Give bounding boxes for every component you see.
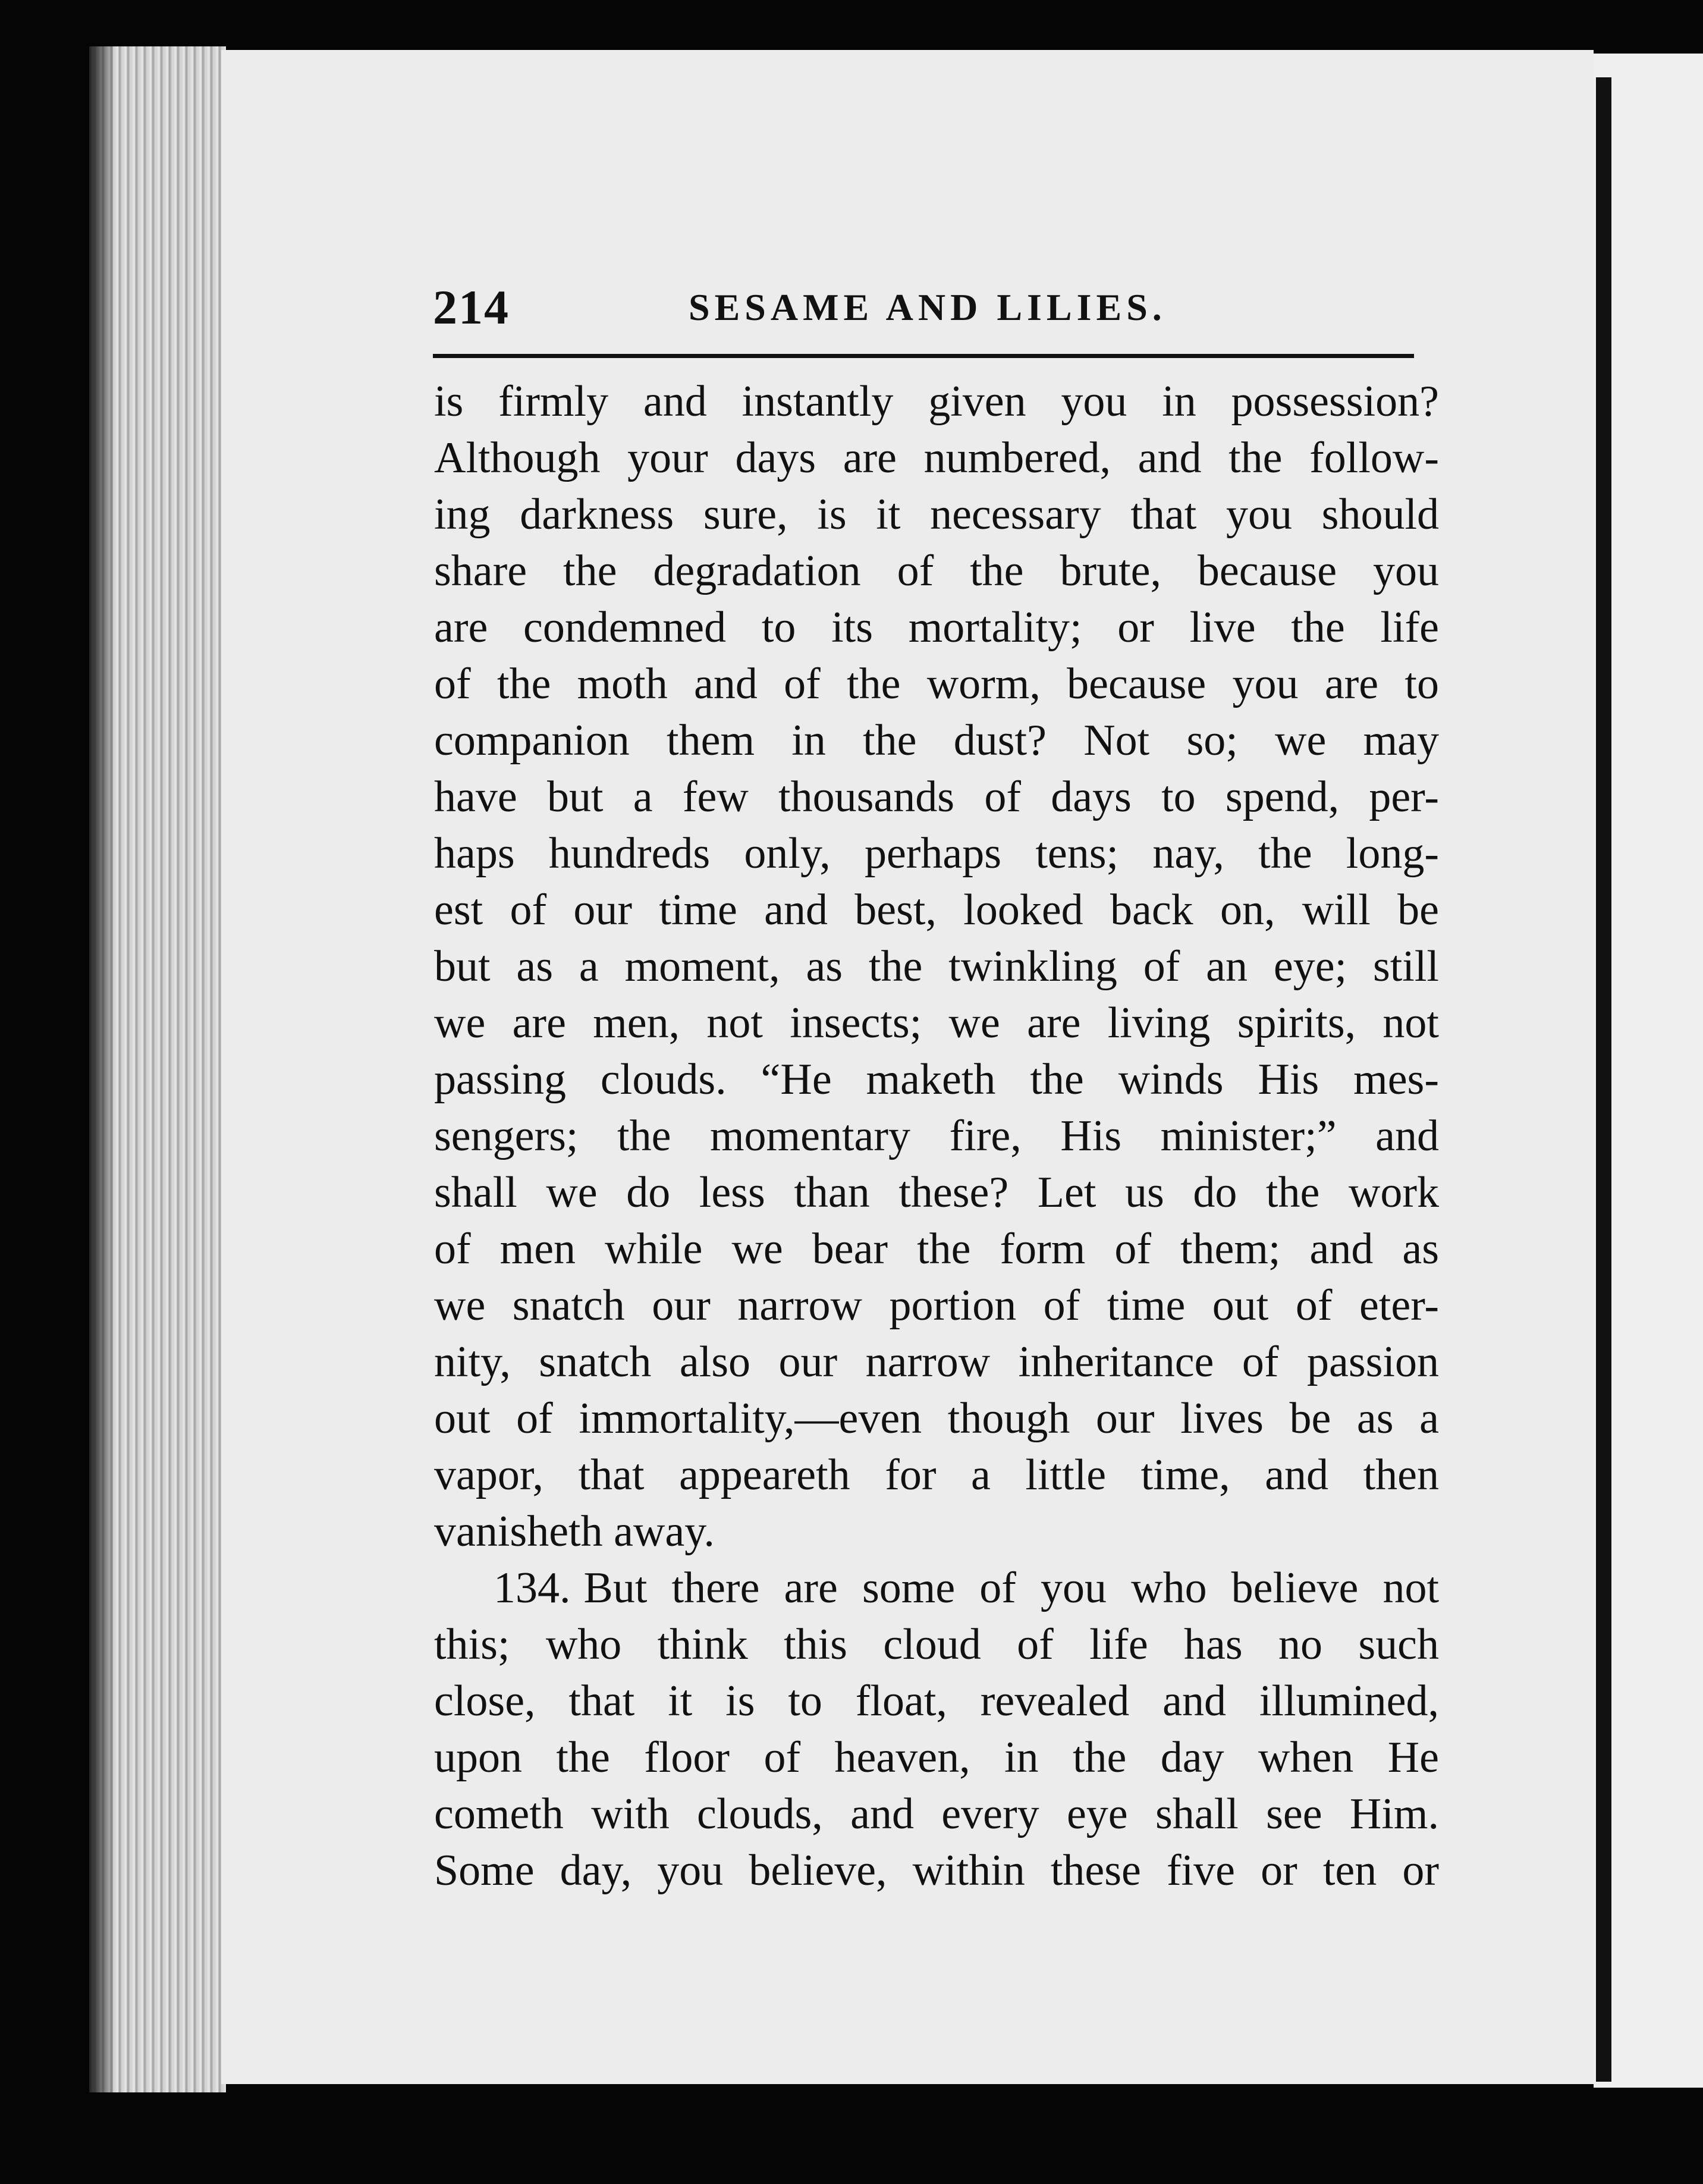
text-line: passing clouds. “He maketh the winds His mes- [434, 1055, 1439, 1104]
text-line: share the degradation of the brute, because you [434, 547, 1439, 595]
text-line: est of our time and best, looked back on, will be [434, 886, 1439, 934]
text-line: is firmly and instantly given you in possession? [434, 377, 1439, 426]
text-line: of men while we bear the form of them; and as [434, 1225, 1439, 1273]
paragraph-first-line [434, 1560, 1439, 1617]
text-line: Some day, you believe, within these five or ten or [434, 1846, 1439, 1895]
page-number: 214 [433, 280, 510, 334]
text-line: we are men, not insects; we are living spirits, not [434, 999, 1439, 1047]
paragraph-number: 134. [494, 1564, 571, 1612]
body-text [434, 374, 1439, 1899]
text-line: shall we do less than these? Let us do the work [434, 1168, 1439, 1217]
text-line: of the moth and of the worm, because you are to [434, 660, 1439, 708]
text-line: sengers; the momentary fire, His minister;” and [434, 1112, 1439, 1160]
text-line: close, that it is to float, revealed and illumined, [434, 1677, 1439, 1725]
text-line: ing darkness sure, is it necessary that you should [434, 490, 1439, 539]
text-line: this; who think this cloud of life has no such [434, 1620, 1439, 1669]
text-line: haps hundreds only, perhaps tens; nay, the long- [434, 829, 1439, 878]
text-line: cometh with clouds, and every eye shall see Him. [434, 1790, 1439, 1838]
header-rule [433, 354, 1414, 358]
text-line: have but a few thousands of days to spend, per- [434, 773, 1439, 821]
running-title: SESAME AND LILIES. [689, 286, 1167, 328]
text-line: companion them in the dust? Not so; we may [434, 716, 1439, 765]
text-line: upon the floor of heaven, in the day when He [434, 1733, 1439, 1782]
page-header [433, 280, 1420, 345]
paragraph-first-line-text: But there are some of you who believe not [583, 1564, 1439, 1612]
book-gutter [1596, 77, 1611, 2082]
text-line: are condemned to its mortality; or live the life [434, 603, 1439, 652]
text-line: out of immortality,—even though our lives be as a [434, 1394, 1439, 1443]
page-edges-shadow [89, 46, 113, 2092]
text-line: we snatch our narrow portion of time out of eter- [434, 1281, 1439, 1330]
text-line: vapor, that appeareth for a little time, and then [434, 1451, 1439, 1499]
text-line: Although your days are numbered, and the follow- [434, 434, 1439, 482]
text-line: vanisheth away. [434, 1507, 715, 1556]
text-line: but as a moment, as the twinkling of an eye; still [434, 942, 1439, 991]
text-line: nity, snatch also our narrow inheritance of passion [434, 1338, 1439, 1386]
